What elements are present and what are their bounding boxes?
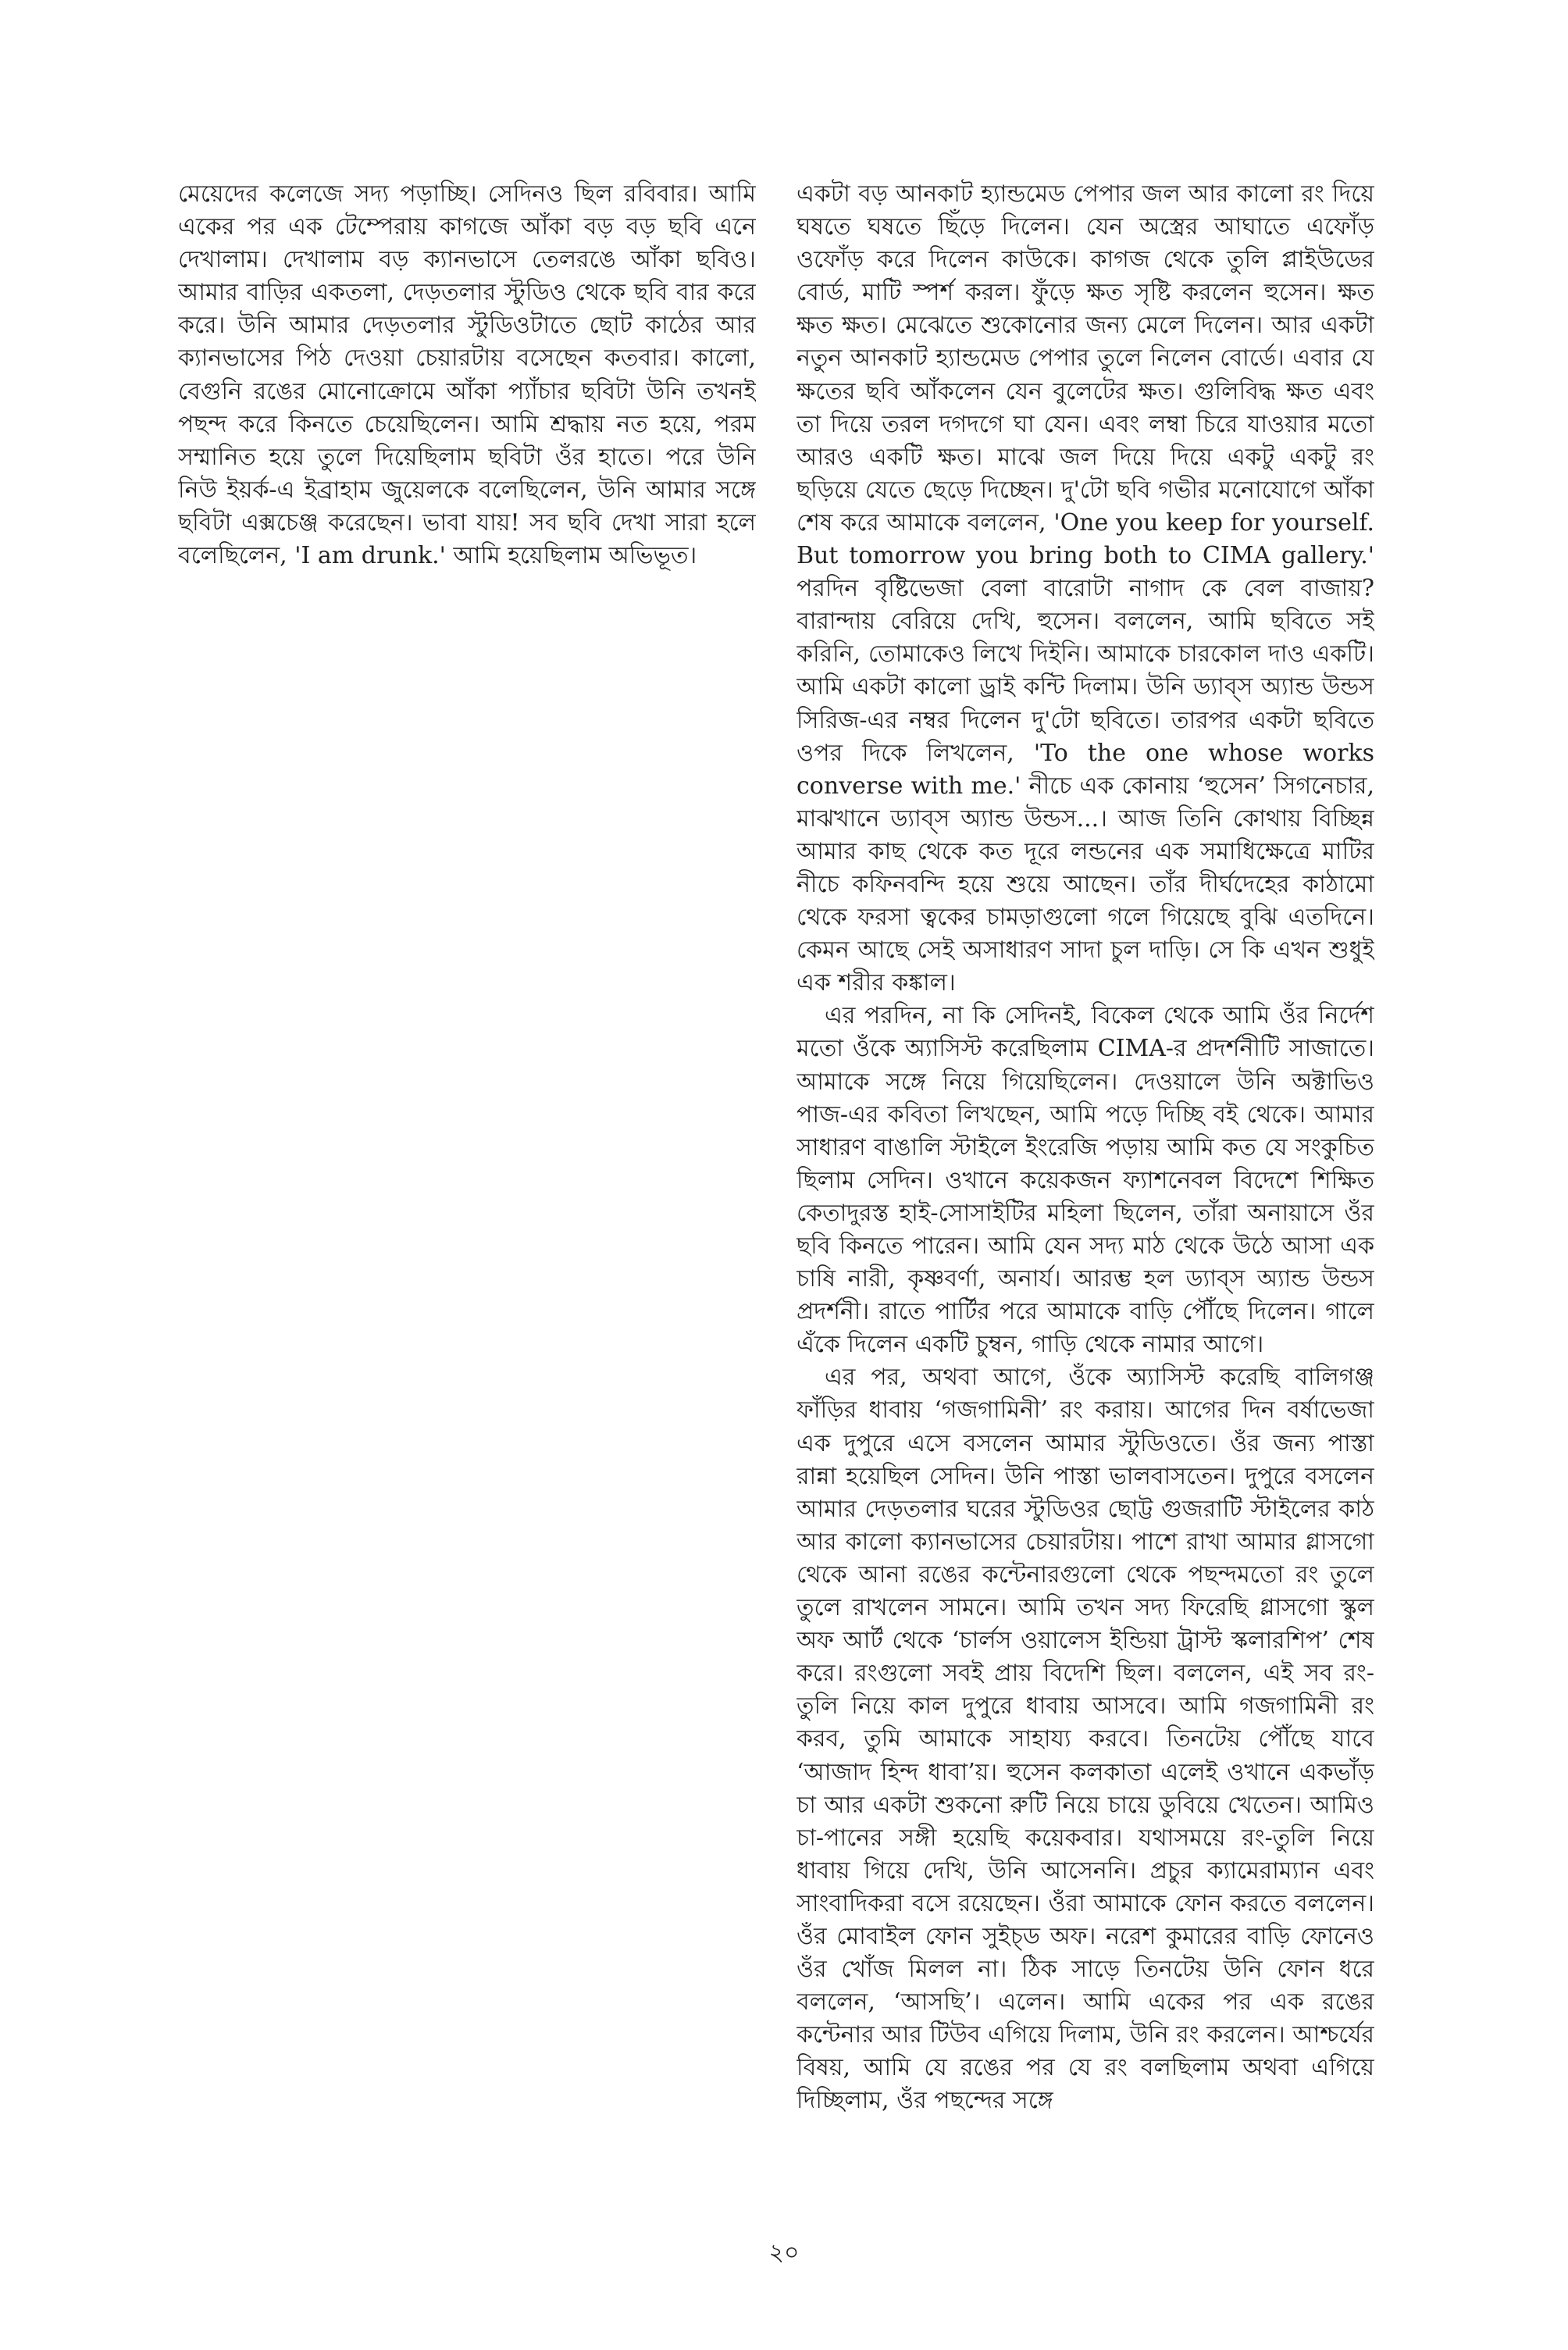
left-text-column: [178, 178, 756, 2160]
paragraph: এর পর, অথবা আগে, ওঁকে অ্যাসিস্ট করেছি বালিগঞ্জ ফাঁড়ির ধাবায় ‘গজগামিনী’ রং করায়। আগের দিন বর্ষাভেজা এক দুপুরে এসে বসলেন আমার স্টুডিওতে। ওঁর জন্য পাস্তা রান্না হয়েছিল সেদিন। উনি পাস্তা ভালবাসতেন। দুপুরে বসলেন আমার দেড়তলার ঘরের স্টুডিওর ছোট্ট গুজরাটি স্টাইলের কাঠ আর কালো ক্যানভাসের চেয়ারটায়। পাশে রাখা আমার গ্লাসগো থেকে আনা রঙের কন্টেনারগুলো থেকে পছন্দমতো রং তুলে তুলে রাখলেন সামনে। আমি তখন সদ্য ফিরেছি গ্লাসগো স্কুল অফ আর্ট থেকে ‘চার্লস ওয়ালেস ইন্ডিয়া ট্রাস্ট স্কলারশিপ’ শেষ করে। রংগুলো সবই প্রায় বিদেশি ছিল। বললেন, এই সব রং-তুলি নিয়ে কাল দুপুরে ধাবায় আসবে। আমি গজগামিনী রং করব, তুমি আমাকে সাহায্য করবে। তিনটেয় পৌঁছে যাবে ‘আজাদ হিন্দ ধাবা’য়। হুসেন কলকাতা এলেই ওখানে একভাঁড় চা আর একটা শুকনো রুটি নিয়ে চায়ে ডুবিয়ে খেতেন। আমিও চা-পানের সঙ্গী হয়েছি কয়েকবার। যথাসময়ে রং-তুলি নিয়ে ধাবায় গিয়ে দেখি, উনি আসেননি। প্রচুর ক্যামেরাম্যান এবং সাংবাদিকরা বসে রয়েছেন। ওঁরা আমাকে ফোন করতে বললেন। ওঁর মোবাইল ফোন সুইচ্‌ড অফ। নরেশ কুমারের বাড়ি ফোনেও ওঁর খোঁজ মিলল না। ঠিক সাড়ে তিনটেয় উনি ফোন ধরে বললেন, ‘আসছি’। এলেন। আমি একের পর এক রঙের কন্টেনার আর টিউব এগিয়ে দিলাম, উনি রং করলেন। আশ্চর্যের বিষয়, আমি যে রঙের পর যে রং বলছিলাম অথবা এগিয়ে দিচ্ছিলাম, ওঁর পছন্দের সঙ্গে: [796, 1364, 1374, 2115]
paragraph: একটা বড় আনকাট হ্যান্ডমেড পেপার জল আর কালো রং দিয়ে ঘষতে ঘষতে ছিঁড়ে দিলেন। যেন অস্ত্রের আঘাতে এফোঁড় ওফোঁড় করে দিলেন কাউকে। কাগজ থেকে তুলি প্লাইউডের বোর্ড, মাটি স্পর্শ করল। ফুঁড়ে ক্ষত সৃষ্টি করলেন হুসেন। ক্ষত ক্ষত ক্ষত। মেঝেতে শুকোনোর জন্য মেলে দিলেন। আর একটা নতুন আনকাট হ্যান্ডমেড পেপার তুলে নিলেন বোর্ডে। এবার যে ক্ষতের ছবি আঁকলেন যেন বুলেটের ক্ষত। গুলিবিদ্ধ ক্ষত এবং তা দিয়ে তরল দগদগে ঘা যেন। এবং লম্বা চিরে যাওয়ার মতো আরও একটি ক্ষত। মাঝে জল দিয়ে দিয়ে একটু একটু রং ছড়িয়ে যেতে ছেড়ে দিচ্ছেন। দু'টো ছবি গভীর মনোযোগে আঁকা শেষ করে আমাকে বললেন, 'One you keep for yourself. But tomorrow you bring both to CIMA gallery.' পরদিন বৃষ্টিভেজা বেলা বারোটা নাগাদ কে বেল বাজায়? বারান্দায় বেরিয়ে দেখি, হুসেন। বললেন, আমি ছবিতে সই করিনি, তোমাকেও লিখে দিইনি। আমাকে চারকোল দাও একটি। আমি একটা কালো ড্রাই কন্টি দিলাম। উনি ড্যাব্স অ্যান্ড উন্ডস সিরিজ-এর নম্বর দিলেন দু'টো ছবিতে। তারপর একটা ছবিতে ওপর দিকে লিখলেন, 'To the one whose works converse with me.' নীচে এক কোনায় ‘হুসেন’ সিগনেচার, মাঝখানে ড্যাব্স অ্যান্ড উন্ডস...। আজ তিনি কোথায় বিচ্ছিন্ন আমার কাছ থেকে কত দূরে লন্ডনের এক সমাধিক্ষেত্রে মাটির নীচে কফিনবন্দি হয়ে শুয়ে আছেন। তাঁর দীর্ঘদেহের কাঠামো থেকে ফরসা ত্বকের চামড়াগুলো গলে গিয়েছে বুঝি এতদিনে। কেমন আছে সেই অসাধারণ সাদা চুল দাড়ি। সে কি এখন শুধুই এক শরীর কঙ্কাল।: [796, 180, 1374, 997]
page-number: ২০: [768, 2239, 800, 2266]
paragraph: এর পরদিন, না কি সেদিনই, বিকেল থেকে আমি ওঁর নির্দেশ মতো ওঁকে অ্যাসিস্ট করেছিলাম CIMA-র প্রদর্শনীটি সাজাতে। আমাকে সঙ্গে নিয়ে গিয়েছিলেন। দেওয়ালে উনি অক্টাভিও পাজ-এর কবিতা লিখছেন, আমি পড়ে দিচ্ছি বই থেকে। আমার সাধারণ বাঙালি স্টাইলে ইংরেজি পড়ায় আমি কত যে সংকুচিত ছিলাম সেদিন। ওখানে কয়েকজন ফ্যাশনেবল বিদেশে শিক্ষিত কেতাদুরস্ত হাই-সোসাইটির মহিলা ছিলেন, তাঁরা অনায়াসে ওঁর ছবি কিনতে পারেন। আমি যেন সদ্য মাঠ থেকে উঠে আসা এক চাষি নারী, কৃষ্ণবর্ণা, অনার্য। আরম্ভ হল ড্যাব্স অ্যান্ড উন্ডস প্রদর্শনী। রাতে পার্টির পরে আমাকে বাড়ি পৌঁছে দিলেন। গালে এঁকে দিলেন একটি চুম্বন, গাড়ি থেকে নামার আগে।: [796, 1002, 1374, 1359]
right-text-column: [796, 178, 1374, 2160]
paragraph: মেয়েদের কলেজে সদ্য পড়াচ্ছি। সেদিনও ছিল রবিবার। আমি একের পর এক টেম্পেরায় কাগজে আঁকা বড় বড় ছবি এনে দেখালাম। দেখালাম বড় ক্যানভাসে তেলরঙে আঁকা ছবিও। আমার বাড়ির একতলা, দেড়তলার স্টুডিও থেকে ছবি বার করে করে। উনি আমার দেড়তলার স্টুডিওটাতে ছোট কাঠের আর ক্যানভাসের পিঠ দেওয়া চেয়ারটায় বসেছেন কতবার। কালো, বেগুনি রঙের মোনোক্রোমে আঁকা প্যাঁচার ছবিটা উনি তখনই পছন্দ করে কিনতে চেয়েছিলেন। আমি শ্রদ্ধায় নত হয়ে, পরম সম্মানিত হয়ে তুলে দিয়েছিলাম ছবিটা ওঁর হাতে। পরে উনি নিউ ইয়র্ক-এ ইব্রাহাম জুয়েলকে বলেছিলেন, উনি আমার সঙ্গে ছবিটা এক্সচেঞ্জ করেছেন। ভাবা যায়! সব ছবি দেখা সারা হলে বলেছিলেন, 'I am drunk.' আমি হয়েছিলাম অভিভূত।: [178, 180, 756, 570]
